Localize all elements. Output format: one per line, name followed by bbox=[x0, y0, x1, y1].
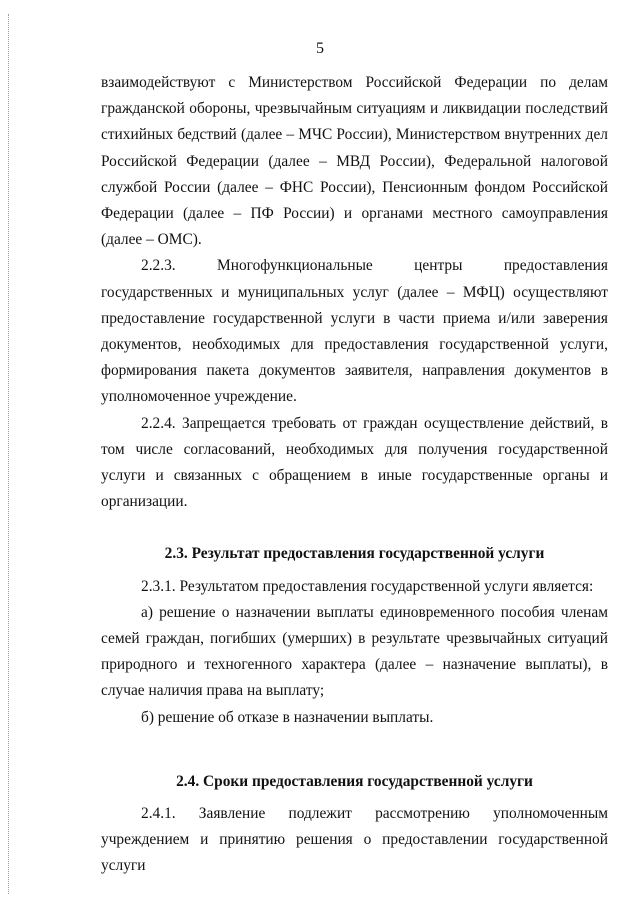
paragraph-2-3-1: 2.3.1. Результатом предоставления государственной услуги является: bbox=[141, 577, 594, 595]
paragraph-2-4-1-line2: учреждением и принятию решения о предоставлении государственной услуги bbox=[101, 831, 608, 875]
section-heading-2-4: 2.4. Сроки предоставления государственной услуги bbox=[176, 772, 533, 790]
paragraph-2-2-3: 2.2.3. Многофункциональные центры предоставления государственных и муниципальных услуг (далее – МФЦ) осуществляют предоставление государственной услуги в части приема и/или заверения документов, необходимых для предоставления государственной услуги, формирования пакета документов заявителя, направления документов в уполномоченное учреждение. bbox=[101, 257, 608, 406]
binding-margin-line bbox=[8, 14, 9, 894]
page-number: 5 bbox=[316, 40, 324, 57]
paragraph-2-4-1-line1: 2.4.1. Заявление подлежит рассмотрению уполномоченным bbox=[141, 805, 608, 823]
paragraph-agencies: взаимодействуют с Министерством Российской Федерации по делам гражданской обороны, чрезвычайным ситуациям и ликвидации последствий стихийных бедствий (далее – МЧС России), Министерством внутренних дел Российской Федерации (далее – МВД России), Федеральной налоговой службой России (далее – ФНС России), Пенсионным фондом Российской Федерации (далее – ПФ России) и органами местного самоуправления (далее – ОМС). bbox=[101, 74, 608, 249]
section-heading-2-3: 2.3. Результат предоставления государственной услуги bbox=[164, 545, 545, 563]
paragraph-item-a: а) решение о назначении выплаты единовременного пособия членам семей граждан, погибших (умерших) в результате чрезвычайных ситуаций природного и техногенного характера (далее – назначение выплаты), в случае наличия права на выплату; bbox=[101, 603, 608, 700]
paragraph-2-2-4: 2.2.4. Запрещается требовать от граждан осуществление действий, в том числе согласований, необходимых для получения государственной услуги и связанных с обращением в иные государственные органы и организации. bbox=[101, 414, 608, 511]
paragraph-item-b: б) решение об отказе в назначении выплаты. bbox=[141, 708, 434, 726]
document-body bbox=[101, 70, 608, 880]
